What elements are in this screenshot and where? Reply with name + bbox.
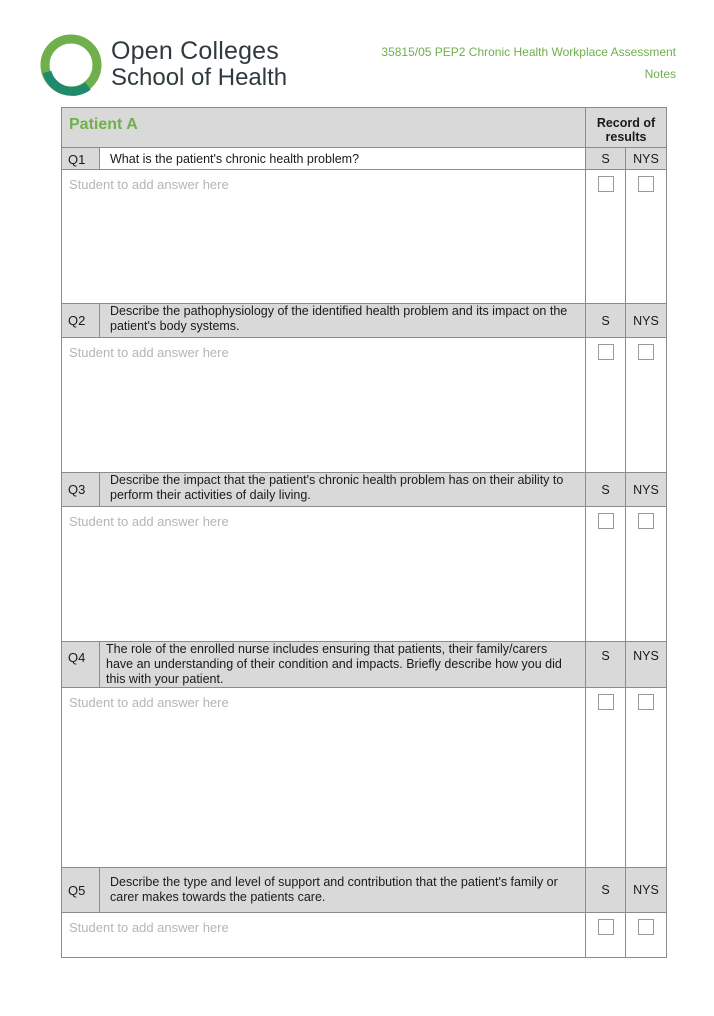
satisfactory-checkbox[interactable] (598, 344, 614, 360)
not-yet-satisfactory-label: NYS (626, 642, 667, 688)
logo-text-line2: School of Health (111, 64, 288, 91)
logo-ring-icon (38, 32, 104, 98)
satisfactory-checkbox[interactable] (598, 919, 614, 935)
satisfactory-checkbox[interactable] (598, 694, 614, 710)
question-number: Q2 (62, 304, 100, 338)
satisfactory-label: S (586, 473, 626, 507)
table-header-row (62, 108, 667, 148)
answer-row (62, 913, 667, 958)
record-of-results-label: Record of results (586, 108, 667, 148)
question-number: Q5 (62, 868, 100, 913)
answer-row (62, 338, 667, 473)
question-text: What is the patient's chronic health problem? (100, 148, 586, 170)
answer-field[interactable]: Student to add answer here (62, 913, 586, 958)
question-text: Describe the impact that the patient's chronic health problem has on their ability to perform their activities of daily living. (100, 473, 586, 507)
not-yet-satisfactory-checkbox[interactable] (638, 513, 654, 529)
question-text: Describe the type and level of support and contribution that the patient's family or carer makes towards the patients care. (100, 868, 586, 913)
document-header (381, 41, 676, 85)
logo-text-line1: Open Colleges (111, 37, 279, 65)
question-row (62, 868, 667, 913)
question-number: Q1 (62, 148, 100, 170)
satisfactory-label: S (586, 868, 626, 913)
answer-field[interactable]: Student to add answer here (62, 507, 586, 642)
not-yet-satisfactory-label: NYS (626, 148, 667, 170)
satisfactory-label: S (586, 148, 626, 170)
question-text: The role of the enrolled nurse includes ensuring that patients, their family/carers have an understanding of their condition and impacts. Briefly describe how you did this with your patient. (100, 642, 586, 688)
question-number: Q4 (62, 642, 100, 688)
document-subtitle: Notes (644, 67, 676, 81)
answer-field[interactable]: Student to add answer here (62, 170, 586, 304)
question-row (62, 473, 667, 507)
question-number: Q3 (62, 473, 100, 507)
answer-field[interactable]: Student to add answer here (62, 688, 586, 868)
answer-row (62, 170, 667, 304)
answer-row (62, 688, 667, 868)
satisfactory-label: S (586, 642, 626, 688)
document-title: 35815/05 PEP2 Chronic Health Workplace Assessment (381, 45, 676, 59)
not-yet-satisfactory-label: NYS (626, 868, 667, 913)
satisfactory-checkbox[interactable] (598, 176, 614, 192)
assessment-table (61, 107, 667, 958)
logo (38, 32, 288, 98)
not-yet-satisfactory-checkbox[interactable] (638, 694, 654, 710)
question-row (62, 642, 667, 688)
satisfactory-label: S (586, 304, 626, 338)
not-yet-satisfactory-checkbox[interactable] (638, 919, 654, 935)
question-text: Describe the pathophysiology of the identified health problem and its impact on the patient's body systems. (100, 304, 586, 338)
question-row (62, 304, 667, 338)
question-row (62, 148, 667, 170)
not-yet-satisfactory-checkbox[interactable] (638, 344, 654, 360)
not-yet-satisfactory-label: NYS (626, 473, 667, 507)
answer-row (62, 507, 667, 642)
not-yet-satisfactory-label: NYS (626, 304, 667, 338)
patient-title: Patient A (62, 108, 586, 148)
not-yet-satisfactory-checkbox[interactable] (638, 176, 654, 192)
satisfactory-checkbox[interactable] (598, 513, 614, 529)
answer-field[interactable]: Student to add answer here (62, 338, 586, 473)
